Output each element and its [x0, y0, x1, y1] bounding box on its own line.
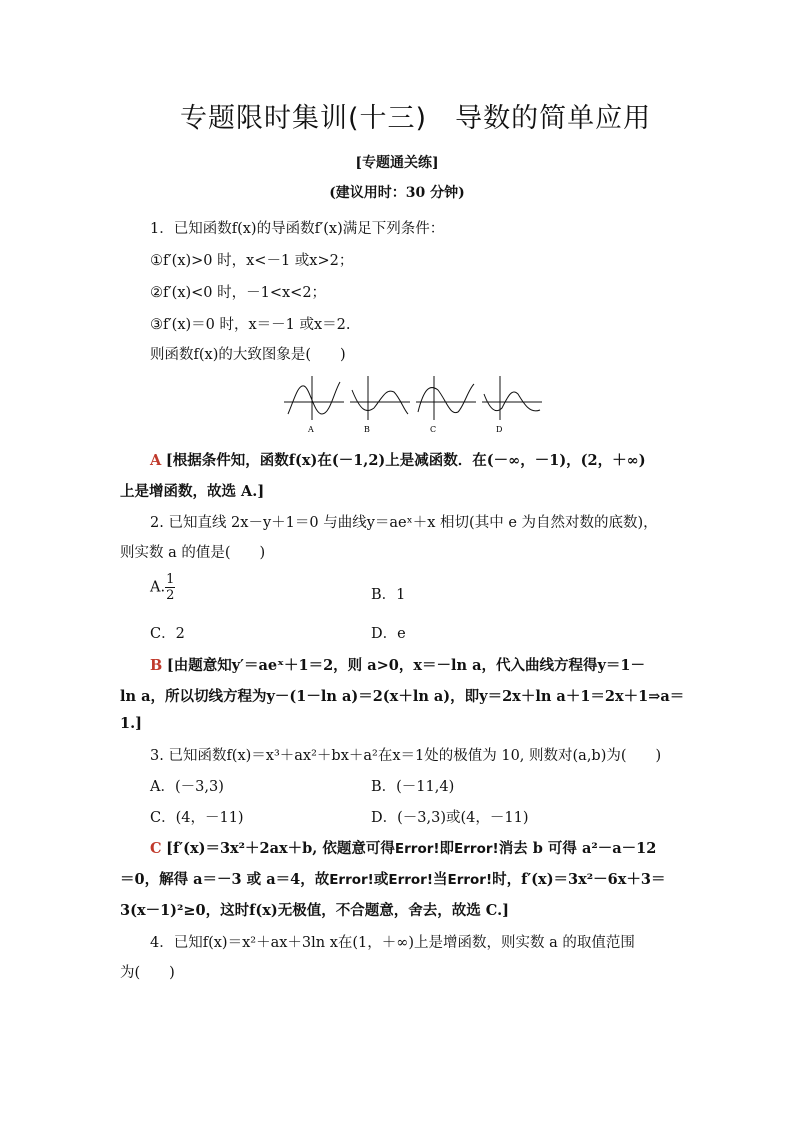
q2-option-a-den: 2: [166, 588, 175, 603]
q2-stem-2: 则实数 a 的值是( ): [120, 545, 266, 561]
q3-error-5: Error!: [447, 872, 493, 888]
q3-solution-line-1: [150, 837, 656, 858]
q4-stem-1: 4．已知f(x)＝x²＋ax＋3ln x在(1，＋∞)上是增函数，则实数 a 的取值范围: [150, 935, 635, 951]
q3-error-4: Error!: [388, 872, 433, 888]
q3-error-2: Error!: [454, 841, 499, 857]
q3-option-c: C．(4，－11): [150, 810, 244, 826]
q2-option-b: B．1: [371, 587, 406, 603]
q3-solution-2a: ＝0，解得 a＝－3 或 a＝4，故: [120, 871, 330, 888]
page-title: 专题限时集训(十三) 导数的简单应用: [180, 103, 652, 134]
graph-b: [350, 376, 410, 420]
q3-option-a: A．(－3,3): [150, 779, 224, 795]
q2-solution-2: ln a，所以切线方程为y－(1－ln a)＝2(x＋ln a)，即y＝2x＋ln a＋1＝2x＋1⇒a＝: [120, 688, 685, 705]
q3-solution-1b: 即: [439, 840, 455, 857]
q2-option-a-prefix: A.: [150, 579, 166, 596]
q3-error-3: Error!: [329, 872, 374, 888]
time-hint: (建议用时：30 分钟): [329, 185, 465, 201]
q1-solution-line-1: [150, 449, 646, 470]
q1-solution-2: 上是增函数，故选 A.]: [120, 483, 265, 500]
q1-option-graphs: [282, 370, 544, 436]
q1-answer: A: [150, 452, 162, 469]
graph-label-c: C: [430, 425, 437, 434]
q1-condition-3: ③f′(x)＝0 时，x＝－1 或x＝2.: [150, 317, 351, 333]
q3-stem: 3. 已知函数f(x)＝x³＋ax²＋bx＋a²在x＝1处的极值为 10, 则数对(a,b)为( ): [150, 748, 662, 764]
q2-option-a-num: 1: [166, 572, 175, 587]
q2-solution-1: [由题意知y′＝aeˣ＋1＝2，则 a>0，x＝－ln a，代入曲线方程得y＝1－: [166, 657, 646, 674]
q2-option-d: D．e: [371, 626, 406, 642]
q3-error-1: Error!: [394, 841, 440, 857]
q4-stem-2: 为( ): [120, 965, 175, 981]
graph-d: [482, 376, 542, 420]
q1-ask: 则函数f(x)的大致图象是( ): [150, 347, 346, 363]
q3-solution-2b: 或: [373, 871, 389, 888]
q3-solution-line-2: [120, 868, 665, 889]
q2-option-a: [150, 572, 175, 603]
graph-label-b: B: [364, 425, 370, 434]
q3-solution-2c: 当: [432, 871, 448, 888]
q1-condition-1: ①f′(x)>0 时，x<－1 或x>2；: [150, 253, 354, 269]
graph-label-a: A: [308, 425, 314, 434]
q1-condition-2: ②f′(x)<0 时，－1<x<2；: [150, 285, 327, 301]
q3-option-b: B．(－11,4): [371, 779, 455, 795]
q3-answer: C: [150, 840, 162, 857]
q2-option-c: C．2: [150, 626, 185, 642]
q2-solution-line-1: [150, 654, 645, 675]
q3-option-d: D．(－3,3)或(4，－11): [371, 810, 529, 826]
q3-solution-1c: 消去 b 可得 a²－a－12: [498, 840, 657, 857]
graph-label-d: D: [496, 425, 503, 434]
graph-a: [284, 376, 344, 420]
q2-answer: B: [150, 657, 163, 674]
q2-stem-1: 2. 已知直线 2x－y＋1＝0 与曲线y＝aeˣ＋x 相切(其中 e 为自然对数的底数)，: [150, 515, 658, 531]
q3-solution-1a: [f′(x)＝3x²＋2ax＋b, 依题意可得: [166, 840, 395, 857]
graph-c: [416, 376, 476, 420]
q3-solution-3: 3(x－1)²≥0，这时f(x)无极值，不合题意，舍去，故选 C.]: [120, 902, 509, 919]
section-label: [专题通关练]: [355, 155, 439, 171]
q1-stem: 1．已知函数f(x)的导函数f′(x)满足下列条件：: [150, 221, 445, 237]
q2-solution-3: 1.]: [120, 715, 142, 732]
q2-option-a-fraction: [165, 572, 175, 603]
q3-solution-2d: 时，f′(x)＝3x²－6x＋3＝: [492, 871, 666, 888]
q1-solution-1: [根据条件知，函数f(x)在(－1,2)上是减函数．在(－∞，－1)，(2，＋∞): [165, 452, 646, 469]
